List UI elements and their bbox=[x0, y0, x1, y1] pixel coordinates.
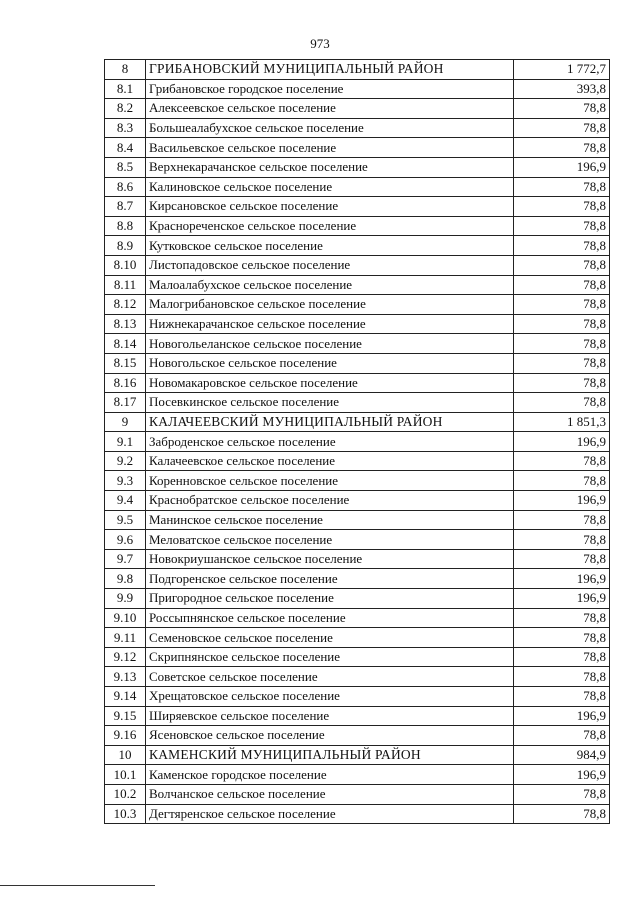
table-row bbox=[105, 451, 610, 471]
row-value: 196,9 bbox=[514, 589, 610, 609]
row-value: 393,8 bbox=[514, 79, 610, 99]
table-row bbox=[105, 295, 610, 315]
row-name: Новомакаровское сельское поселение bbox=[146, 373, 514, 393]
table-row bbox=[105, 216, 610, 236]
row-number: 9.1 bbox=[105, 432, 146, 452]
row-value: 78,8 bbox=[514, 471, 610, 491]
row-name: Подгоренское сельское поселение bbox=[146, 569, 514, 589]
row-name: Дегтяренское сельское поселение bbox=[146, 804, 514, 824]
row-value: 984,9 bbox=[514, 745, 610, 765]
table-row bbox=[105, 79, 610, 99]
row-value: 78,8 bbox=[514, 804, 610, 824]
row-number: 9.16 bbox=[105, 726, 146, 746]
allocation-table bbox=[104, 59, 610, 824]
row-number: 9.5 bbox=[105, 510, 146, 530]
row-name: Россыпнянское сельское поселение bbox=[146, 608, 514, 628]
page-number: 973 bbox=[310, 36, 330, 51]
row-number: 9.6 bbox=[105, 530, 146, 550]
row-value: 78,8 bbox=[514, 99, 610, 119]
row-number: 9.7 bbox=[105, 549, 146, 569]
table-row bbox=[105, 314, 610, 334]
row-value: 78,8 bbox=[514, 138, 610, 158]
table-row bbox=[105, 353, 610, 373]
row-number: 8.2 bbox=[105, 99, 146, 119]
table-row bbox=[105, 491, 610, 511]
row-number: 9.4 bbox=[105, 491, 146, 511]
row-name: Краснореченское сельское поселение bbox=[146, 216, 514, 236]
row-value: 196,9 bbox=[514, 432, 610, 452]
row-value: 196,9 bbox=[514, 706, 610, 726]
row-value: 78,8 bbox=[514, 667, 610, 687]
row-name: Калачеевское сельское поселение bbox=[146, 451, 514, 471]
row-value: 78,8 bbox=[514, 530, 610, 550]
row-number: 9.12 bbox=[105, 647, 146, 667]
table-row bbox=[105, 628, 610, 648]
row-value: 78,8 bbox=[514, 353, 610, 373]
row-number: 8.13 bbox=[105, 314, 146, 334]
table-row bbox=[105, 667, 610, 687]
row-number: 8 bbox=[105, 60, 146, 80]
table-row bbox=[105, 510, 610, 530]
table-row bbox=[105, 589, 610, 609]
row-number: 8.3 bbox=[105, 118, 146, 138]
table-row bbox=[105, 373, 610, 393]
row-name: Волчанское сельское поселение bbox=[146, 784, 514, 804]
row-number: 8.15 bbox=[105, 353, 146, 373]
row-name: Алексеевское сельское поселение bbox=[146, 99, 514, 119]
table-row bbox=[105, 177, 610, 197]
table-row bbox=[105, 706, 610, 726]
table-row bbox=[105, 765, 610, 785]
row-name: Заброденское сельское поселение bbox=[146, 432, 514, 452]
row-number: 8.16 bbox=[105, 373, 146, 393]
row-value: 78,8 bbox=[514, 275, 610, 295]
row-name: Нижнекарачанское сельское поселение bbox=[146, 314, 514, 334]
row-value: 196,9 bbox=[514, 491, 610, 511]
row-value: 78,8 bbox=[514, 177, 610, 197]
row-name: Советское сельское поселение bbox=[146, 667, 514, 687]
row-number: 8.6 bbox=[105, 177, 146, 197]
row-name: Грибановское городское поселение bbox=[146, 79, 514, 99]
row-number: 9.3 bbox=[105, 471, 146, 491]
row-value: 1 772,7 bbox=[514, 60, 610, 80]
row-name: Васильевское сельское поселение bbox=[146, 138, 514, 158]
row-number: 9.9 bbox=[105, 589, 146, 609]
table-row bbox=[105, 393, 610, 413]
row-number: 10.1 bbox=[105, 765, 146, 785]
row-number: 8.8 bbox=[105, 216, 146, 236]
row-value: 78,8 bbox=[514, 236, 610, 256]
table-row bbox=[105, 608, 610, 628]
table-row bbox=[105, 647, 610, 667]
table-row bbox=[105, 118, 610, 138]
row-number: 10.3 bbox=[105, 804, 146, 824]
table-row bbox=[105, 138, 610, 158]
row-number: 9.13 bbox=[105, 667, 146, 687]
row-name: Ясеновское сельское поселение bbox=[146, 726, 514, 746]
table-row bbox=[105, 236, 610, 256]
row-value: 78,8 bbox=[514, 687, 610, 707]
row-name: Каменское городское поселение bbox=[146, 765, 514, 785]
table-row bbox=[105, 784, 610, 804]
table-row bbox=[105, 804, 610, 824]
row-value: 78,8 bbox=[514, 549, 610, 569]
row-name: Кирсановское сельское поселение bbox=[146, 197, 514, 217]
row-number: 9.11 bbox=[105, 628, 146, 648]
row-name: КАМЕНСКИЙ МУНИЦИПАЛЬНЫЙ РАЙОН bbox=[146, 745, 514, 765]
row-number: 8.4 bbox=[105, 138, 146, 158]
row-name: Малоалабухское сельское поселение bbox=[146, 275, 514, 295]
row-number: 8.17 bbox=[105, 393, 146, 413]
row-value: 78,8 bbox=[514, 608, 610, 628]
row-number: 8.7 bbox=[105, 197, 146, 217]
row-name: Пригородное сельское поселение bbox=[146, 589, 514, 609]
row-name: Манинское сельское поселение bbox=[146, 510, 514, 530]
district-row bbox=[105, 60, 610, 80]
row-number: 8.12 bbox=[105, 295, 146, 315]
table-row bbox=[105, 569, 610, 589]
row-value: 78,8 bbox=[514, 726, 610, 746]
table-row bbox=[105, 275, 610, 295]
table-row bbox=[105, 687, 610, 707]
row-number: 9.14 bbox=[105, 687, 146, 707]
row-name: Краснобратское сельское поселение bbox=[146, 491, 514, 511]
table-row bbox=[105, 530, 610, 550]
row-name: Хрещатовское сельское поселение bbox=[146, 687, 514, 707]
row-value: 1 851,3 bbox=[514, 412, 610, 432]
table-body bbox=[105, 60, 610, 824]
row-name: Новокриушанское сельское поселение bbox=[146, 549, 514, 569]
row-name: Малогрибановское сельское поселение bbox=[146, 295, 514, 315]
row-name: Большеалабухское сельское поселение bbox=[146, 118, 514, 138]
row-value: 78,8 bbox=[514, 314, 610, 334]
table-row bbox=[105, 99, 610, 119]
row-number: 8.9 bbox=[105, 236, 146, 256]
row-number: 8.1 bbox=[105, 79, 146, 99]
row-value: 78,8 bbox=[514, 255, 610, 275]
row-number: 10.2 bbox=[105, 784, 146, 804]
row-name: Новогольеланское сельское поселение bbox=[146, 334, 514, 354]
row-value: 78,8 bbox=[514, 334, 610, 354]
row-value: 78,8 bbox=[514, 510, 610, 530]
table-row bbox=[105, 255, 610, 275]
row-name: Меловатское сельское поселение bbox=[146, 530, 514, 550]
row-name: Кутковское сельское поселение bbox=[146, 236, 514, 256]
table-row bbox=[105, 334, 610, 354]
row-value: 196,9 bbox=[514, 569, 610, 589]
row-value: 78,8 bbox=[514, 197, 610, 217]
table-row bbox=[105, 549, 610, 569]
row-name: КАЛАЧЕЕВСКИЙ МУНИЦИПАЛЬНЫЙ РАЙОН bbox=[146, 412, 514, 432]
table-row bbox=[105, 157, 610, 177]
row-name: Листопадовское сельское поселение bbox=[146, 255, 514, 275]
table-row bbox=[105, 432, 610, 452]
row-value: 78,8 bbox=[514, 784, 610, 804]
row-value: 78,8 bbox=[514, 373, 610, 393]
row-value: 78,8 bbox=[514, 118, 610, 138]
row-value: 78,8 bbox=[514, 628, 610, 648]
table-row bbox=[105, 197, 610, 217]
row-value: 78,8 bbox=[514, 647, 610, 667]
row-value: 78,8 bbox=[514, 393, 610, 413]
row-value: 196,9 bbox=[514, 157, 610, 177]
row-number: 9 bbox=[105, 412, 146, 432]
row-number: 9.15 bbox=[105, 706, 146, 726]
row-name: Коренновское сельское поселение bbox=[146, 471, 514, 491]
row-number: 8.5 bbox=[105, 157, 146, 177]
row-name: Семеновское сельское поселение bbox=[146, 628, 514, 648]
row-name: Посевкинское сельское поселение bbox=[146, 393, 514, 413]
row-number: 10 bbox=[105, 745, 146, 765]
row-name: Новогольское сельское поселение bbox=[146, 353, 514, 373]
table-row bbox=[105, 471, 610, 491]
row-number: 8.14 bbox=[105, 334, 146, 354]
row-name: Верхнекарачанское сельское поселение bbox=[146, 157, 514, 177]
footnote-rule bbox=[0, 885, 155, 886]
row-number: 9.10 bbox=[105, 608, 146, 628]
row-value: 78,8 bbox=[514, 451, 610, 471]
table-row bbox=[105, 726, 610, 746]
district-row bbox=[105, 745, 610, 765]
district-row bbox=[105, 412, 610, 432]
row-name: Калиновское сельское поселение bbox=[146, 177, 514, 197]
row-number: 8.11 bbox=[105, 275, 146, 295]
row-number: 9.2 bbox=[105, 451, 146, 471]
row-value: 196,9 bbox=[514, 765, 610, 785]
row-number: 8.10 bbox=[105, 255, 146, 275]
row-value: 78,8 bbox=[514, 295, 610, 315]
row-name: ГРИБАНОВСКИЙ МУНИЦИПАЛЬНЫЙ РАЙОН bbox=[146, 60, 514, 80]
row-name: Ширяевское сельское поселение bbox=[146, 706, 514, 726]
row-name: Скрипнянское сельское поселение bbox=[146, 647, 514, 667]
row-value: 78,8 bbox=[514, 216, 610, 236]
row-number: 9.8 bbox=[105, 569, 146, 589]
